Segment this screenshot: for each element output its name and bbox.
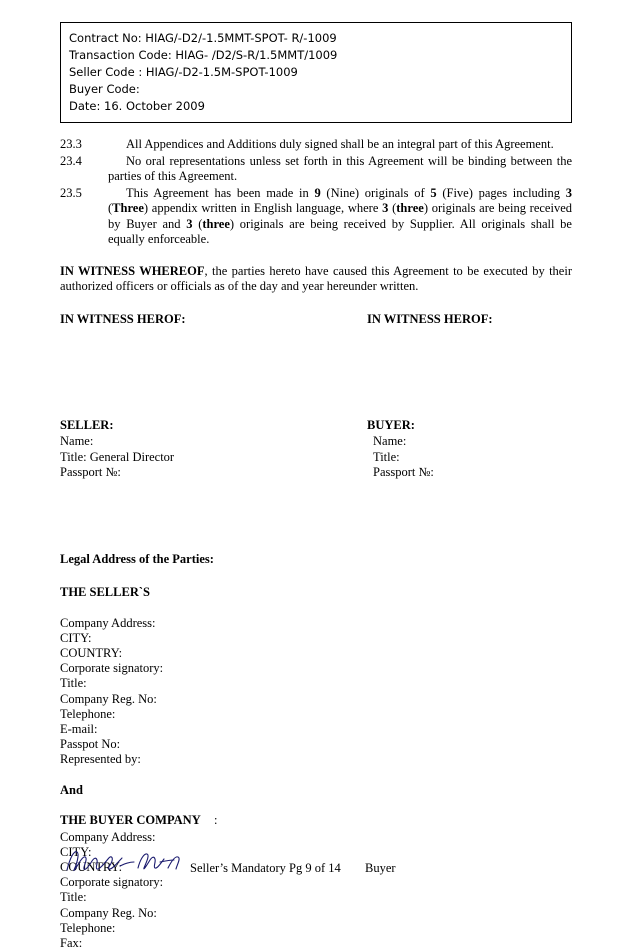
- witness-paragraph-rest: , the parties hereto have caused this Agreement to be executed by their authorized officers or officials as of the day and year hereunder written.: [60, 263, 572, 293]
- signature-block: [60, 418, 572, 494]
- header-line-seller-code: Seller Code : HIAG/-D2-1.5M-SPOT-1009: [69, 65, 298, 79]
- clause-item: [60, 154, 572, 185]
- buyer-name-field: Name:: [373, 434, 407, 448]
- buyer-city: CITY:: [60, 844, 92, 859]
- seller-title: Title:: [60, 676, 87, 691]
- buyer-section-heading-text: THE BUYER COMPANY: [60, 812, 201, 827]
- buyer-corporate-signatory: Corporate signatory:: [60, 875, 164, 890]
- buyer-section-heading-colon: :: [214, 812, 218, 827]
- seller-company-reg-no: Company Reg. No:: [60, 691, 157, 706]
- header-line-contract-no: Contract No: HIAG/-D2/-1.5MMT-SPOT- R/-1009: [69, 31, 337, 45]
- buyer-section-heading: [60, 813, 572, 828]
- buyer-signature-column: [367, 418, 567, 481]
- and-connector: And: [60, 782, 83, 797]
- buyer-telephone: Telephone:: [60, 920, 116, 935]
- seller-passport-no: Passpot No:: [60, 737, 121, 752]
- seller-name-field: Name:: [60, 434, 94, 448]
- clause-number: 23.4: [60, 153, 82, 168]
- handwritten-signature-icon: [64, 846, 188, 876]
- witness-paragraph-lead: IN WITNESS WHEREOF: [60, 263, 205, 278]
- header-line-buyer-code: Buyer Code:: [69, 82, 140, 96]
- buyer-passport-field: Passport №:: [373, 465, 434, 479]
- clause-item: [60, 137, 572, 153]
- seller-corporate-signatory: Corporate signatory:: [60, 661, 164, 676]
- page-footer: [60, 848, 572, 882]
- footer-buyer-label: Buyer: [365, 861, 396, 875]
- seller-email: E-mail:: [60, 721, 98, 736]
- seller-company-address: Company Address:: [60, 615, 156, 630]
- buyer-company-address: Company Address:: [60, 829, 156, 844]
- footer-mandatory-text: Seller’s Mandatory Pg 9 of 14: [190, 861, 341, 875]
- clause-number: 23.3: [60, 137, 82, 151]
- seller-passport-field: Passport №:: [60, 465, 121, 479]
- buyer-company-reg-no: Company Reg. No:: [60, 905, 157, 920]
- buyer-title-field: Title:: [373, 449, 400, 464]
- witness-headings: [60, 312, 572, 330]
- clause-text-value: This Agreement has been made in 9 (Nine) originals of 5 (Five) pages including 3 (Three) appendix written in English language, where 3 (three) originals are being received by Buyer and 3 (three) originals are being received by Supplier. All originals shall be equally enforceable.: [108, 185, 573, 246]
- clause-text-value: No oral representations unless set forth in this Agreement will be binding between the parties of this Agreement.: [108, 153, 572, 183]
- contract-header-box: [60, 22, 572, 123]
- seller-represented-by: Represented by:: [60, 752, 141, 767]
- seller-telephone: Telephone:: [60, 706, 116, 721]
- seller-field-list: [60, 616, 572, 768]
- witness-heading-right: IN WITNESS HEROF:: [367, 311, 493, 326]
- witness-heading-left: IN WITNESS HEROF:: [60, 311, 186, 326]
- clause-item: [60, 186, 572, 248]
- clause-text: [108, 186, 572, 248]
- seller-country: COUNTRY:: [60, 645, 123, 660]
- header-line-date: Date: 16. October 2009: [69, 99, 205, 113]
- clause-text: [108, 137, 572, 153]
- clause-text-value: All Appendices and Additions duly signed shall be an integral part of this Agreement.: [126, 137, 554, 151]
- buyer-country: COUNTRY:: [60, 859, 123, 874]
- clause-number: 23.5: [60, 185, 82, 200]
- buyer-title: Title:: [60, 890, 87, 905]
- seller-label: SELLER:: [60, 417, 114, 432]
- legal-address-heading: Legal Address of the Parties:: [60, 551, 214, 566]
- header-line-transaction-code: Transaction Code: HIAG- /D2/S-R/1.5MMT/1009: [69, 48, 338, 62]
- clause-list: [60, 137, 572, 248]
- buyer-label: BUYER:: [367, 417, 415, 432]
- clause-text: [108, 154, 572, 185]
- seller-section-heading: THE SELLER`S: [60, 584, 150, 599]
- buyer-fax: Fax:: [60, 935, 83, 950]
- document-content: [60, 22, 572, 951]
- seller-signature-column: [60, 418, 350, 481]
- seller-title-field: Title: General Director: [60, 449, 175, 464]
- seller-city: CITY:: [60, 630, 92, 645]
- witness-paragraph: [60, 264, 572, 295]
